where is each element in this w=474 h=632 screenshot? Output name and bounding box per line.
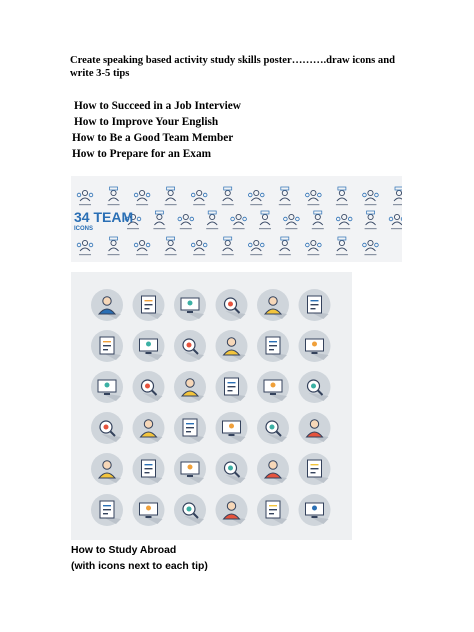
grid-icon xyxy=(91,494,123,526)
team-icon xyxy=(165,237,177,255)
grid-icon xyxy=(257,371,289,403)
grid-icon xyxy=(91,453,123,485)
grid-icon xyxy=(257,453,289,485)
team-icon xyxy=(77,240,93,255)
grid-icon xyxy=(91,330,123,362)
team-icon xyxy=(222,187,234,205)
team-icon xyxy=(191,240,207,255)
team-icon xyxy=(153,211,165,229)
grid-icon xyxy=(257,494,289,526)
grid-icon xyxy=(257,330,289,362)
team-icon xyxy=(108,187,120,205)
team-icon xyxy=(279,237,291,255)
team-icon xyxy=(178,214,194,229)
grid-icon xyxy=(216,330,248,362)
grid-icon xyxy=(174,494,206,526)
grid-icon xyxy=(174,371,206,403)
footer-topic-study-abroad: How to Study Abroad xyxy=(71,545,177,556)
team-icon xyxy=(365,211,377,229)
team-icon xyxy=(393,187,402,205)
grid-icon xyxy=(216,494,248,526)
grid-icon xyxy=(91,289,123,321)
team-icon xyxy=(191,190,207,205)
grid-icon xyxy=(133,412,165,444)
grid-icon xyxy=(299,330,331,362)
circle-icons-graphic xyxy=(71,272,352,540)
team-icon xyxy=(222,237,234,255)
grid-icon xyxy=(299,289,331,321)
team-icon xyxy=(206,211,218,229)
grid-icon xyxy=(133,330,165,362)
team-icon xyxy=(248,190,264,205)
team-icon xyxy=(336,187,348,205)
grid-icon xyxy=(257,412,289,444)
grid-icon xyxy=(91,412,123,444)
grid-icon xyxy=(299,412,331,444)
team-icon xyxy=(77,190,93,205)
team-icon xyxy=(134,240,150,255)
team-icon xyxy=(312,211,324,229)
team-icon xyxy=(108,237,120,255)
topic-job-interview: How to Succeed in a Job Interview xyxy=(74,100,241,112)
team-icon xyxy=(389,214,402,229)
grid-icon xyxy=(133,371,165,403)
team-icon xyxy=(134,190,150,205)
grid-icon xyxy=(216,289,248,321)
team-icon xyxy=(231,214,247,229)
topic-team-member: How to Be a Good Team Member xyxy=(72,132,234,144)
assignment-prompt: Create speaking based activity study skills poster……….draw icons and write 3-5 tips xyxy=(70,55,396,79)
circle-icon-set xyxy=(91,289,331,526)
grid-icon xyxy=(299,371,331,403)
grid-icon xyxy=(216,371,248,403)
team-icon xyxy=(363,190,379,205)
team-icon xyxy=(336,237,348,255)
team-icon xyxy=(336,214,352,229)
team-icon xyxy=(284,214,300,229)
grid-icon xyxy=(133,494,165,526)
grid-icon xyxy=(174,289,206,321)
team-icon xyxy=(363,240,379,255)
team-icon xyxy=(165,187,177,205)
circle-icons-image xyxy=(71,272,352,540)
team-icon xyxy=(279,187,291,205)
grid-icon xyxy=(174,330,206,362)
team-badge-number: 34 TEAM xyxy=(74,209,134,225)
team-icon xyxy=(259,211,271,229)
grid-icon xyxy=(216,412,248,444)
topic-improve-english: How to Improve Your English xyxy=(74,116,219,128)
team-icon xyxy=(306,190,322,205)
grid-icon xyxy=(174,453,206,485)
team-icon xyxy=(306,240,322,255)
grid-icon xyxy=(91,371,123,403)
team-icon xyxy=(248,240,264,255)
grid-icon xyxy=(257,289,289,321)
team-badge-word: ICONS xyxy=(74,226,94,232)
footer-note: (with icons next to each tip) xyxy=(71,561,208,572)
grid-icon xyxy=(133,453,165,485)
team-icons-graphic xyxy=(71,176,402,262)
grid-icon xyxy=(133,289,165,321)
team-icons-image xyxy=(71,176,402,262)
grid-icon xyxy=(216,453,248,485)
grid-icon xyxy=(299,494,331,526)
topic-prepare-exam: How to Prepare for an Exam xyxy=(72,148,211,160)
grid-icon xyxy=(299,453,331,485)
grid-icon xyxy=(174,412,206,444)
